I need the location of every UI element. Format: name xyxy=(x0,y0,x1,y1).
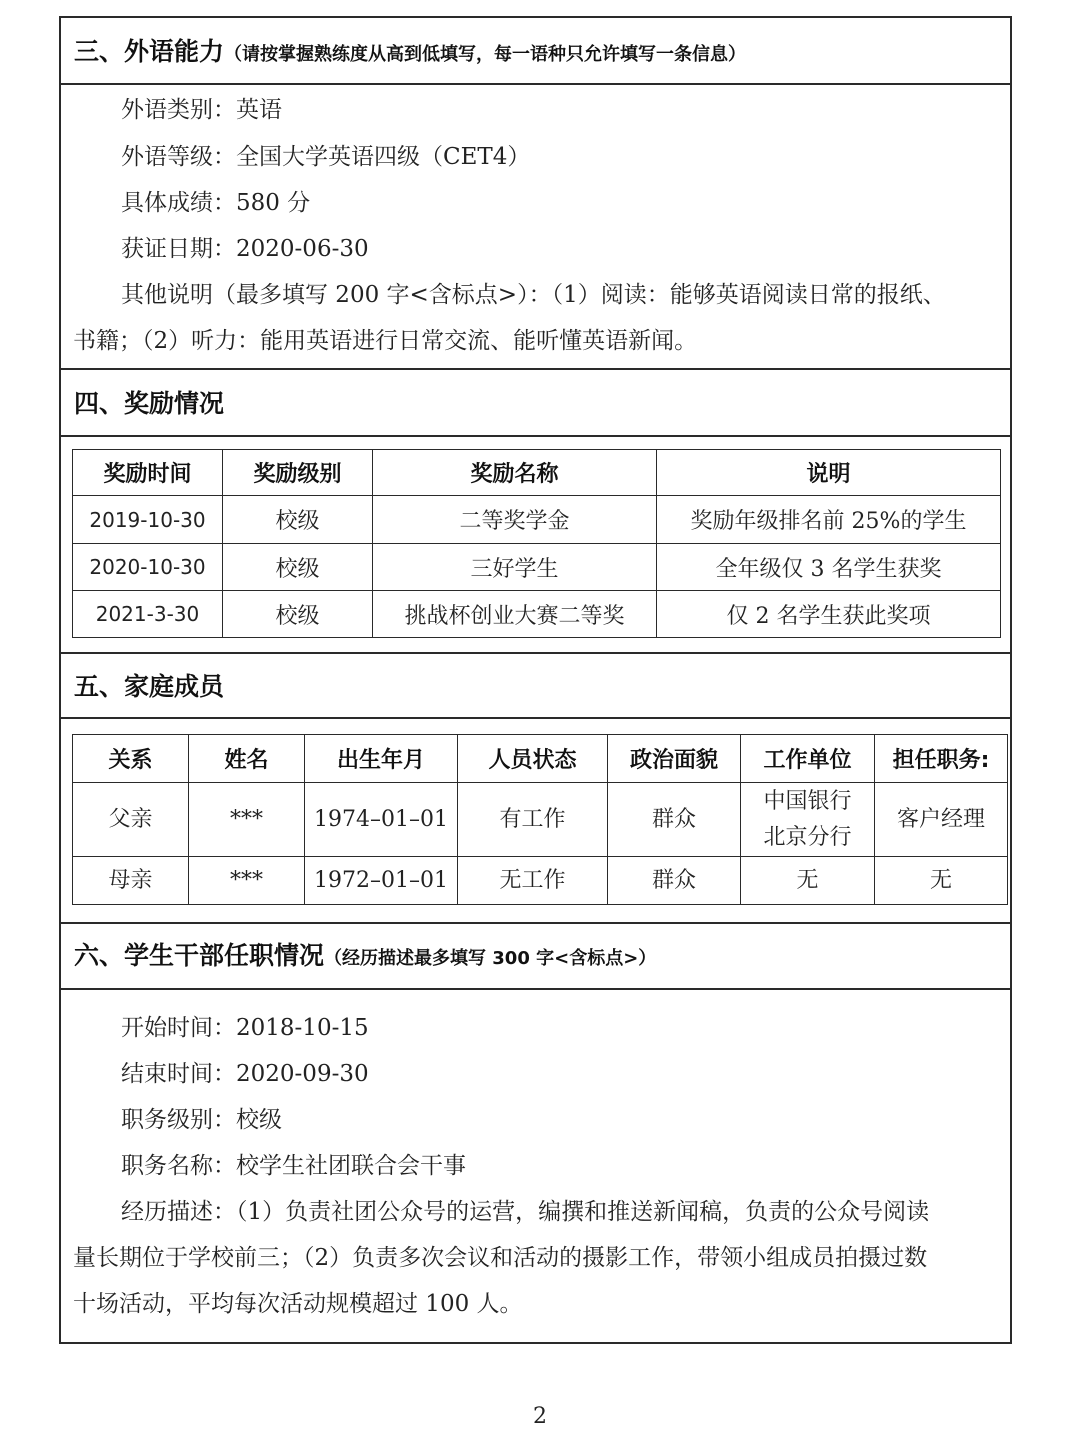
language-other-line-1: 其他说明（最多填写 200 字<含标点>）：（1）阅读：能够英语阅读日常的报纸、 xyxy=(121,282,946,308)
family-political: 群众 xyxy=(608,783,741,857)
cadre-level: 职务级别：校级 xyxy=(121,1107,282,1133)
family-header-political: 政治面貌 xyxy=(608,735,741,783)
awards-section-heading: 四、奖励情况 xyxy=(74,389,225,418)
awards-header-level: 奖励级别 xyxy=(223,450,373,496)
language-level: 外语等级：全国大学英语四级（CET4） xyxy=(121,144,531,170)
award-time: 2021-3-30 xyxy=(73,591,223,638)
table-row xyxy=(73,544,1001,591)
family-header-position: 担任职务: xyxy=(875,735,1008,783)
page-number: 2 xyxy=(533,1404,547,1429)
award-description: 全年级仅 3 名学生获奖 xyxy=(657,544,1001,591)
language-type: 外语类别：英语 xyxy=(121,97,282,123)
family-relation: 父亲 xyxy=(73,783,189,857)
language-score: 具体成绩：580 分 xyxy=(121,190,311,216)
award-level: 校级 xyxy=(223,544,373,591)
divider xyxy=(59,652,1012,654)
divider xyxy=(59,922,1012,924)
cadre-description-line-3: 十场活动，平均每次活动规模超过 100 人。 xyxy=(73,1291,523,1317)
family-status: 有工作 xyxy=(458,783,608,857)
award-description: 奖励年级排名前 25%的学生 xyxy=(657,496,1001,544)
divider xyxy=(59,717,1012,719)
award-name: 二等奖学金 xyxy=(373,496,657,544)
family-header-status: 人员状态 xyxy=(458,735,608,783)
family-position: 无 xyxy=(875,857,1008,905)
family-table xyxy=(72,734,1008,905)
award-description: 仅 2 名学生获此奖项 xyxy=(657,591,1001,638)
table-row xyxy=(73,857,1008,905)
family-name: *** xyxy=(189,783,305,857)
family-position: 客户经理 xyxy=(875,783,1008,857)
divider xyxy=(59,988,1012,990)
cadre-end-time: 结束时间：2020-09-30 xyxy=(121,1061,369,1087)
divider xyxy=(59,368,1012,370)
family-employer-line: 北京分行 xyxy=(763,824,852,850)
family-relation: 母亲 xyxy=(73,857,189,905)
awards-header-row xyxy=(73,450,1001,496)
cadre-heading-text: 六、学生干部任职情况 xyxy=(74,941,325,970)
award-name: 三好学生 xyxy=(373,544,657,591)
awards-header-name: 奖励名称 xyxy=(373,450,657,496)
awards-header-time: 奖励时间 xyxy=(73,450,223,496)
award-time: 2020-10-30 xyxy=(73,544,223,591)
language-cert-date: 获证日期：2020-06-30 xyxy=(121,236,369,262)
family-header-relation: 关系 xyxy=(73,735,189,783)
family-employer: 无 xyxy=(741,857,875,905)
family-name: *** xyxy=(189,857,305,905)
family-status: 无工作 xyxy=(458,857,608,905)
awards-header-description: 说明 xyxy=(657,450,1001,496)
award-level: 校级 xyxy=(223,496,373,544)
cadre-start-time: 开始时间：2018-10-15 xyxy=(121,1015,369,1041)
award-name: 挑战杯创业大赛二等奖 xyxy=(373,591,657,638)
cadre-heading-note: （经历描述最多填写 300 字<含标点>） xyxy=(324,948,657,969)
family-header-employer: 工作单位 xyxy=(741,735,875,783)
divider xyxy=(59,435,1012,437)
cadre-description-line-1: 经历描述：（1）负责社团公众号的运营，编撰和推送新闻稿，负责的公众号阅读 xyxy=(121,1199,930,1225)
cadre-section-heading xyxy=(74,936,656,972)
family-birth: 1972–01–01 xyxy=(305,857,458,905)
family-header-row xyxy=(73,735,1008,783)
family-section-heading: 五、家庭成员 xyxy=(74,672,225,701)
table-row xyxy=(73,591,1001,638)
family-employer-line: 中国银行 xyxy=(763,788,852,814)
family-birth: 1974–01–01 xyxy=(305,783,458,857)
award-level: 校级 xyxy=(223,591,373,638)
family-header-birth: 出生年月 xyxy=(305,735,458,783)
family-political: 群众 xyxy=(608,857,741,905)
language-heading-text: 三、外语能力 xyxy=(74,37,225,66)
table-row xyxy=(73,496,1001,544)
family-header-name: 姓名 xyxy=(189,735,305,783)
cadre-description-line-2: 量长期位于学校前三；（2）负责多次会议和活动的摄影工作，带领小组成员拍摄过数 xyxy=(73,1245,928,1271)
award-time: 2019-10-30 xyxy=(73,496,223,544)
language-other-line-2: 书籍；（2）听力：能用英语进行日常交流、能听懂英语新闻。 xyxy=(73,328,698,354)
language-section-heading xyxy=(74,32,746,68)
awards-table xyxy=(72,449,1001,638)
table-row xyxy=(73,783,1008,857)
divider xyxy=(59,83,1012,85)
language-heading-note: （请按掌握熟练度从高到低填写，每一语种只允许填写一条信息） xyxy=(224,44,747,65)
cadre-title: 职务名称：校学生社团联合会干事 xyxy=(121,1153,466,1179)
family-employer xyxy=(741,783,875,857)
